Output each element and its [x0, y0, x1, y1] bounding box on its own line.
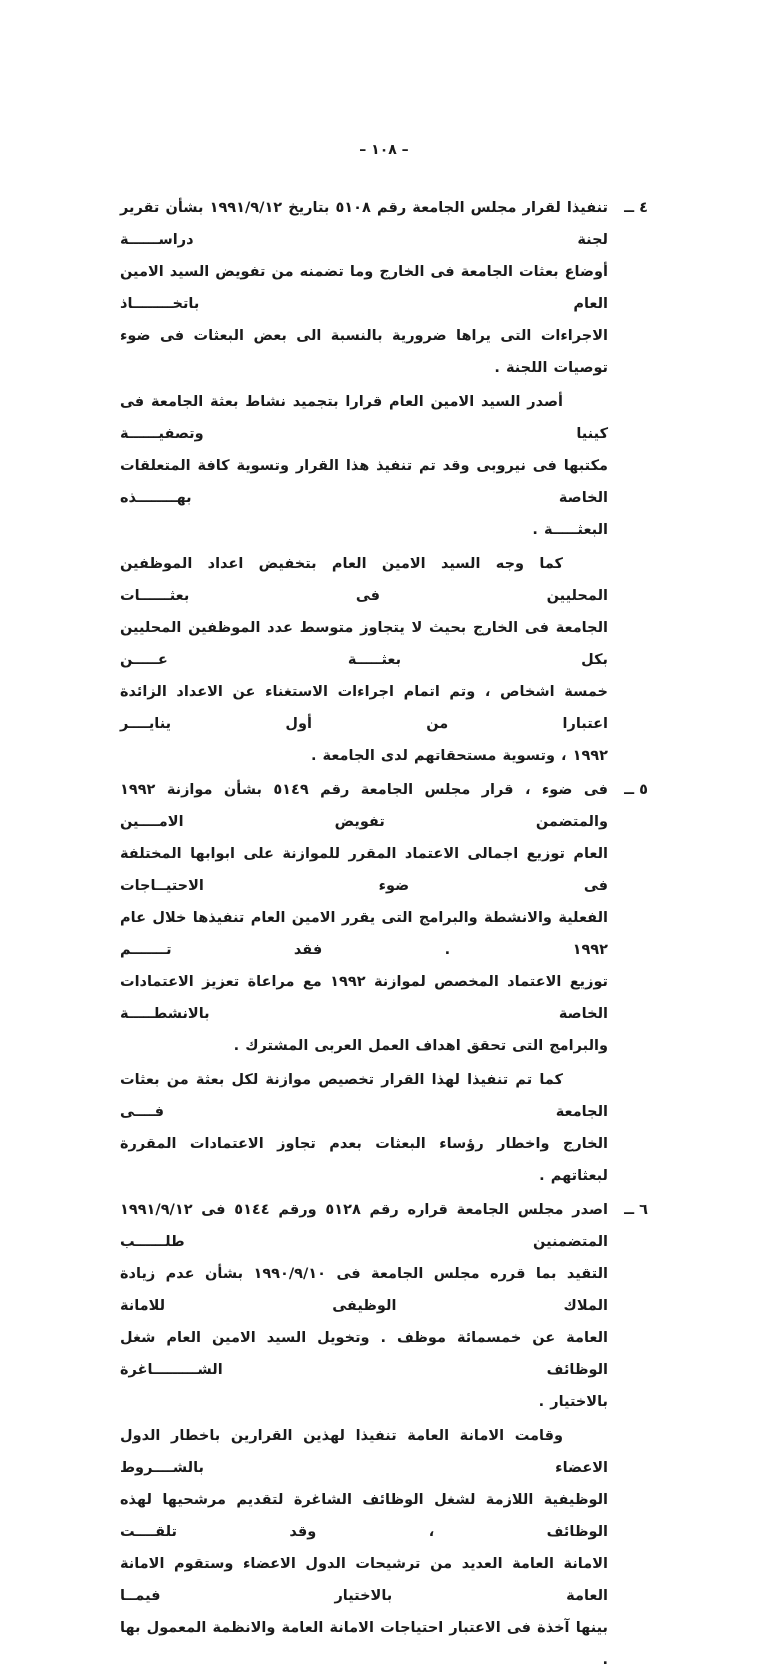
- clause-4: [120, 192, 648, 384]
- clause-6: [120, 1194, 648, 1418]
- clause-5-marker: ٥ ــ: [624, 782, 648, 798]
- text-line: الجامعة فى الخارج بحيث لا يتجاوز متوسط عدد الموظفين المحليين بكل بعثـــــة عـــــن: [120, 620, 608, 668]
- text-line: أصدر السيد الامين العام قرارا بتجميد نشاط بعثة الجامعة فى كينيا وتصفيــــــة: [120, 394, 608, 442]
- text-line: العام توزيع اجمالى الاعتماد المقرر للموازنة على ابوابها المختلفة فى ضوء الاحتيــاجات: [120, 846, 608, 894]
- text-line: الوظيفية اللازمة لشغل الوظائف الشاغرة لتقديم مرشحيها لهذه الوظائف ، وقد تلقــــت: [120, 1492, 608, 1540]
- text-line: الاجراءات التى يراها ضرورية بالنسبة الى بعض البعثات فى ضوء توصيات اللجنة .: [120, 328, 608, 376]
- text-line: اصدر مجلس الجامعة قراره رقم ٥١٢٨ ورقم ٥١٤٤ فى ١٩٩١/٩/١٢ المتضمنين طلــــــب: [120, 1202, 608, 1250]
- text-line: مكتبها فى نيروبى وقد تم تنفيذ هذا القرار وتسوية كافة المتعلقات الخاصة بهــــــــذه: [120, 458, 608, 506]
- text-line: أوضاع بعثات الجامعة فى الخارج وما تضمنه من تفويض السيد الامين العام باتخــــــــاذ: [120, 264, 608, 312]
- text-line: التقيد بما قرره مجلس الجامعة فى ١٩٩٠/٩/١٠ بشأن عدم زيادة الملاك الوظيفى للامانة: [120, 1266, 608, 1314]
- clause-6-marker: ٦ ــ: [624, 1202, 648, 1218]
- paragraph-vacancies: [120, 1420, 608, 1676]
- text-line: توزيع الاعتماد المخصص لموازنة ١٩٩٢ مع مراعاة تعزيز الاعتمادات الخاصة بالانشطـــــة: [120, 974, 608, 1022]
- text-line: بالاختيار .: [538, 1394, 608, 1410]
- clause-5-text: [120, 774, 608, 1062]
- text-line: الامانة العامة العديد من ترشيحات الدول الاعضاء وستقوم الامانة العامة بالاختيار فيمــا: [120, 1556, 608, 1604]
- text-line: خمسة اشخاص ، وتم اتمام اجراءات الاستغناء عن الاعداد الزائدة اعتبارا من أول ينايــــر: [120, 684, 608, 732]
- clause-6-text: [120, 1194, 608, 1418]
- text-line: كما تم تنفيذا لهذا القرار تخصيص موازنة لكل بعثة من بعثات الجامعة فــــى: [120, 1072, 608, 1120]
- text-line: الفعلية والانشطة والبرامج التى يقرر الامين العام تنفيذها خلال عام ١٩٩٢ . فقد تـــــــم: [120, 910, 608, 958]
- text-line: البعثـــــة .: [532, 522, 608, 538]
- text-line: والبرامج التى تحقق اهداف العمل العربى المشترك .: [233, 1038, 608, 1054]
- text-line: فى ضوء ، قرار مجلس الجامعة رقم ٥١٤٩ بشأن موازنة ١٩٩٢ والمتضمن تفويض الامــــين: [120, 782, 608, 830]
- document-body: [120, 192, 648, 1676]
- clause-4-text: [120, 192, 608, 384]
- clause-5: [120, 774, 648, 1062]
- clause-4-marker: ٤ ــ: [624, 200, 648, 216]
- text-line: وقامت الامانة العامة تنفيذا لهذين القرارين باخطار الدول الاعضاء بالشــــروط: [120, 1428, 608, 1476]
- text-line: الخارج واخطار رؤساء البعثات بعدم تجاوز الاعتمادات المقررة لبعثاتهم .: [120, 1136, 608, 1184]
- paragraph-kenya-mission: [120, 386, 608, 546]
- paragraph-local-staff: [120, 548, 608, 772]
- text-line: كما وجه السيد الامين العام بتخفيض اعداد الموظفين المحليين فى بعثــــــات: [120, 556, 608, 604]
- text-line: بينها آخذة فى الاعتبار احتياجات الامانة العامة والانظمة المعمول بها .: [120, 1620, 608, 1668]
- paragraph-mission-budgets: [120, 1064, 608, 1192]
- text-line: ١٩٩٢ ، وتسوية مستحقاتهم لدى الجامعة .: [311, 748, 608, 764]
- page-number: – ١٠٨ –: [359, 142, 409, 158]
- text-line: العامة عن خمسمائة موظف . وتخويل السيد الامين العام شغل الوظائف الشـــــــــاغرة: [120, 1330, 608, 1378]
- text-line: تنفيذا لقرار مجلس الجامعة رقم ٥١٠٨ بتاريخ ١٩٩١/٩/١٢ بشأن تقرير لجنة دراســــــة: [120, 200, 608, 248]
